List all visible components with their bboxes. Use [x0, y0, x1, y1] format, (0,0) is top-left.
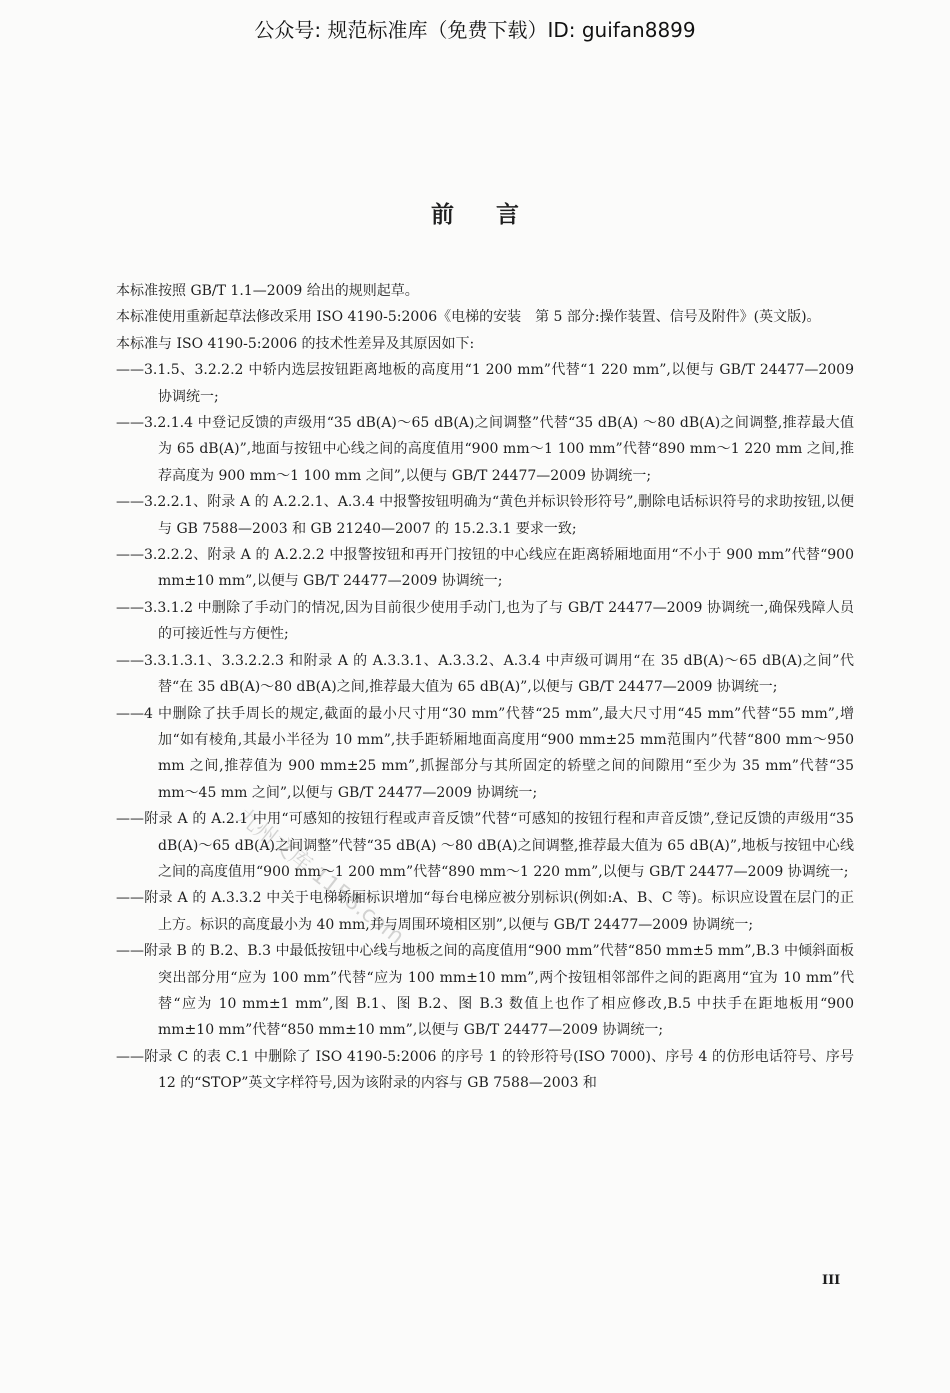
list-item: ——3.3.1.3.1、3.3.2.2.3 和附录 A 的 A.3.3.1、A.3.3.2、A.3.4 中声级可调用“在 35 dB(A)～65 dB(A)之间”代替“在 35 dB(A)～80 dB(A)之间,推荐最大值为 65 dB(A)”,以便与 GB/T 24477—2009 协调统一; — [116, 652, 854, 696]
body-text — [88, 278, 854, 1097]
list-item: ——3.2.2.2、附录 A 的 A.2.2.2 中报警按钮和再开门按钮的中心线应在距离轿厢地面用“不小于 900 mm”代替“900 mm±10 mm”,以便与 GB/T 24477—2009 协调统一; — [116, 547, 854, 590]
page-header: 公众号: 规范标准库（免费下载）ID: guifan8899 — [254, 18, 696, 42]
page-title: 前言 — [431, 202, 561, 228]
paragraph: 本标准按照 GB/T 1.1—2009 给出的规则起草。 — [116, 283, 419, 299]
paragraph: 本标准与 ISO 4190-5:2006 的技术性差异及其原因如下: — [116, 335, 475, 352]
paragraph: 本标准使用重新起草法修改采用 ISO 4190-5:2006《电梯的安装 第 5 部分:操作装置、信号及附件》(英文版)。 — [116, 309, 821, 326]
list-item: ——3.1.5、3.2.2.2 中轿内选层按钮距离地板的高度用“1 200 mm”代替“1 220 mm”,以便与 GB/T 24477—2009 协调统一; — [116, 362, 854, 405]
list-item: ——3.3.1.2 中删除了手动门的情况,因为目前很少使用手动门,也为了与 GB/T 24477—2009 协调统一,确保残障人员的可接近性与方便性; — [116, 599, 854, 643]
list-item: ——附录 C 的表 C.1 中删除了 ISO 4190-5:2006 的序号 1 的铃形符号(ISO 7000)、序号 4 的仿形电话符号、序号 12 的“STOP”英文字样符号,因为该附录的内容与 GB 7588—2003 和 — [116, 1048, 854, 1092]
list-item: ——3.2.1.4 中登记反馈的声级用“35 dB(A)～65 dB(A)之间调整”代替“35 dB(A) ～80 dB(A)之间调整,推荐最大值为 65 dB(A)”,地面与按钮中心线之间的高度值用“900 mm～1 100 mm”代替“890 mm～1 220 mm 之间,推荐高度为 900 mm～1 100 mm 之间”,以便与 GB/T 24477—2009 协调统一; — [116, 415, 854, 484]
list-item: ——4 中删除了扶手周长的规定,截面的最小尺寸用“30 mm”代替“25 mm”,最大尺寸用“45 mm”代替“55 mm”,增加“如有棱角,其最小半径为 10 mm”,扶手距轿厢地面高度用“900 mm±25 mm范围内”代替“800 mm～950 mm 之间,推荐值为 900 mm±25 mm”,抓握部分与其所固定的轿壁之间的间隙用“至少为 35 mm”代替“35 mm～45 mm 之间”,以便与 GB/T 24477—2009 协调统一; — [116, 705, 854, 801]
list-item: ——3.2.2.1、附录 A 的 A.2.2.1、A.3.4 中报警按钮明确为“黄色并标识铃形符号”,删除电话标识符号的求助按钮,以便与 GB 7588—2003 和 GB 21240—2007 的 15.2.3.1 要求一致; — [116, 494, 854, 537]
list-item: ——附录 A 的 A.3.3.2 中关于电梯轿厢标识增加“每台电梯应被分别标识(例如:A、B、C 等)。标识应设置在层门的正上方。标识的高度最小为 40 mm,并与周围环境相区别”,以便与 GB/T 24477—2009 协调统一; — [116, 890, 854, 933]
list-item: ——附录 A 的 A.2.1 中用“可感知的按钮行程或声音反馈”代替“可感知的按钮行程和声音反馈”,登记反馈的声级用“35 dB(A)～65 dB(A)之间调整”代替“35 dB(A) ～80 dB(A)之间调整,推荐最大值为 65 dB(A)”,地板与按钮中心线之间的高度值用“900 mm～1 200 mm”代替“890 mm～1 220 mm”,以便与 GB/T 24477—2009 协调统一; — [116, 811, 854, 880]
list-item: ——附录 B 的 B.2、B.3 中最低按钮中心线与地板之间的高度值用“900 mm”代替“850 mm±5 mm”,B.3 中倾斜面板突出部分用“应为 100 mm”代替“应为 100 mm±10 mm”,两个按钮相邻部件之间的距离用“宜为 10 mm”代替“应为 10 mm±1 mm”,图 B.1、图 B.2、图 B.3 数值上也作了相应修改,B.5 中扶手在距地板用“900 mm±10 mm”代替“850 mm±10 mm”,以便与 GB/T 24477—2009 协调统一; — [116, 943, 854, 1039]
watermark: 九州文库 1158.com — [231, 803, 409, 950]
page-number: III — [822, 1273, 841, 1288]
